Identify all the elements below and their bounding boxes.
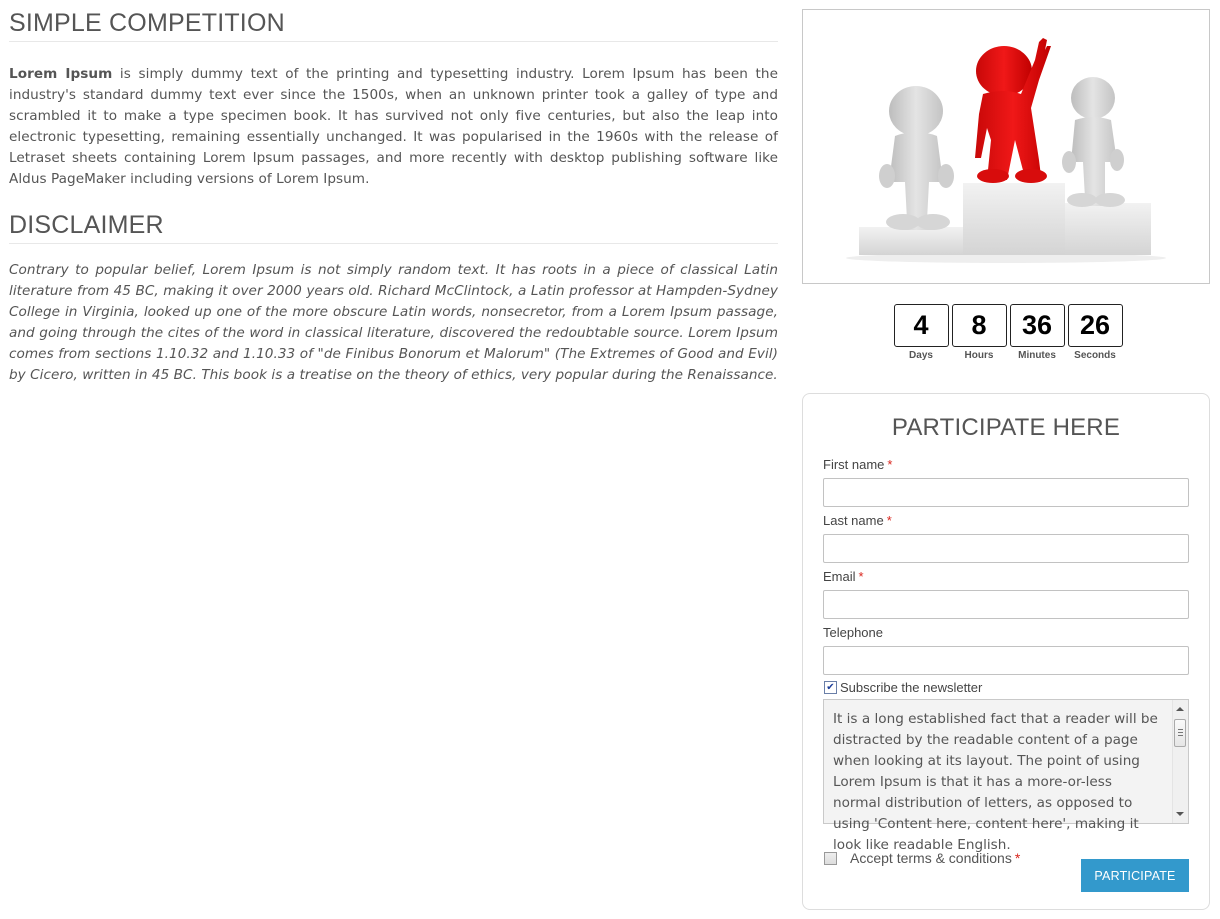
competition-image bbox=[802, 9, 1210, 284]
accept-terms-label-text: Accept terms & conditions bbox=[850, 850, 1012, 866]
countdown-minutes-label: Minutes bbox=[1018, 350, 1056, 361]
first-name-label-text: First name bbox=[823, 457, 885, 472]
required-mark: * bbox=[887, 457, 893, 472]
countdown-seconds bbox=[1068, 304, 1123, 361]
newsletter-label[interactable]: Subscribe the newsletter bbox=[840, 680, 983, 695]
required-mark: * bbox=[1014, 850, 1021, 866]
countdown-timer bbox=[806, 304, 1210, 361]
podium-second bbox=[1064, 203, 1151, 255]
countdown-minutes bbox=[1010, 304, 1065, 361]
email-label bbox=[823, 569, 1189, 585]
scroll-up-arrow-icon[interactable] bbox=[1176, 707, 1184, 711]
email-input[interactable] bbox=[823, 590, 1189, 619]
countdown-hours-value: 8 bbox=[952, 304, 1007, 347]
countdown-seconds-label: Seconds bbox=[1074, 350, 1116, 361]
participate-button[interactable]: PARTICIPATE bbox=[1081, 859, 1189, 892]
countdown-minutes-value: 36 bbox=[1010, 304, 1065, 347]
main-content bbox=[9, 0, 778, 386]
last-name-label bbox=[823, 513, 1189, 529]
podium-third bbox=[859, 227, 969, 255]
disclaimer-text: Contrary to popular belief, Lorem Ipsum is not simply random text. It has roots in a piece of classical Latin literature from 45 BC, making it over 2000 years old. Richard McClintock, a Latin professor at Hampden-Sydney College in Virginia, looked up one of the more obscure Latin words, nonsecretor, from a Lorem Ipsum passage, and going through the cites of the word in classical literature, discovered the redoubtable source. Lorem Ipsum comes from sections 1.10.32 and 1.10.33 of "de Finibus Bonorum et Malorum" (The Extremes of Good and Evil) by Cicero, written in 45 BC. This book is a treatise on the theory of ethics, very popular during the Renaissance. bbox=[9, 262, 778, 383]
scroll-down-arrow-icon[interactable] bbox=[1176, 812, 1184, 816]
sidebar bbox=[802, 9, 1210, 883]
countdown-seconds-value: 26 bbox=[1068, 304, 1123, 347]
figure-left bbox=[879, 86, 954, 230]
podium-first bbox=[963, 183, 1065, 255]
figure-right bbox=[1062, 77, 1125, 207]
participation-form bbox=[802, 393, 1210, 910]
telephone-input[interactable] bbox=[823, 646, 1189, 675]
last-name-field bbox=[823, 513, 1189, 563]
telephone-label: Telephone bbox=[823, 625, 883, 640]
required-mark: * bbox=[858, 569, 864, 584]
competition-intro-text: is simply dummy text of the printing and typesetting industry. Lorem Ipsum has been the industry's standard dummy text ever since the 1500s, when an unknown printer took a galley of type and scrambled it to make a type specimen book. It has survived not only five centuries, but also the leap into electronic typesetting, remaining essentially unchanged. It was popularised in the 1960s with the release of Letraset sheets containing Lorem Ipsum passages, and more recently with desktop publishing software like Aldus PageMaker including versions of Lorem Ipsum. bbox=[9, 66, 778, 187]
competition-description bbox=[9, 64, 778, 190]
countdown-hours-label: Hours bbox=[964, 350, 994, 361]
competition-intro-bold: Lorem Ipsum bbox=[9, 66, 113, 82]
countdown-days-value: 4 bbox=[894, 304, 949, 347]
grip-icon bbox=[1178, 729, 1183, 730]
first-name-input[interactable] bbox=[823, 478, 1189, 507]
first-name-label bbox=[823, 457, 1189, 473]
last-name-input[interactable] bbox=[823, 534, 1189, 563]
countdown-days bbox=[894, 304, 949, 361]
terms-scrollbar[interactable] bbox=[1172, 700, 1188, 823]
required-mark: * bbox=[886, 513, 892, 528]
last-name-label-text: Last name bbox=[823, 513, 884, 528]
newsletter-option[interactable] bbox=[824, 680, 1209, 695]
podium-winner-image bbox=[803, 10, 1209, 283]
countdown-hours bbox=[952, 304, 1007, 361]
scroll-thumb[interactable] bbox=[1174, 719, 1186, 747]
form-title: PARTICIPATE HERE bbox=[891, 414, 1121, 441]
terms-textarea[interactable] bbox=[823, 699, 1189, 853]
email-label-text: Email bbox=[823, 569, 856, 584]
terms-text: It is a long established fact that a reader will be distracted by the readable content of a page when looking at its layout. The point of using Lorem Ipsum is that it has a more-or-less normal distribution of letters, as opposed to using 'Content here, content here', making it look like readable English. bbox=[833, 711, 1158, 853]
competition-title: SIMPLE COMPETITION bbox=[9, 0, 778, 42]
first-name-field bbox=[823, 457, 1189, 507]
figure-winner bbox=[975, 38, 1051, 183]
newsletter-checkbox[interactable]: ✔ bbox=[824, 681, 837, 694]
disclaimer-title: DISCLAIMER bbox=[9, 202, 778, 244]
email-field bbox=[823, 569, 1189, 619]
countdown-days-label: Days bbox=[909, 350, 933, 361]
telephone-field bbox=[823, 625, 1189, 675]
